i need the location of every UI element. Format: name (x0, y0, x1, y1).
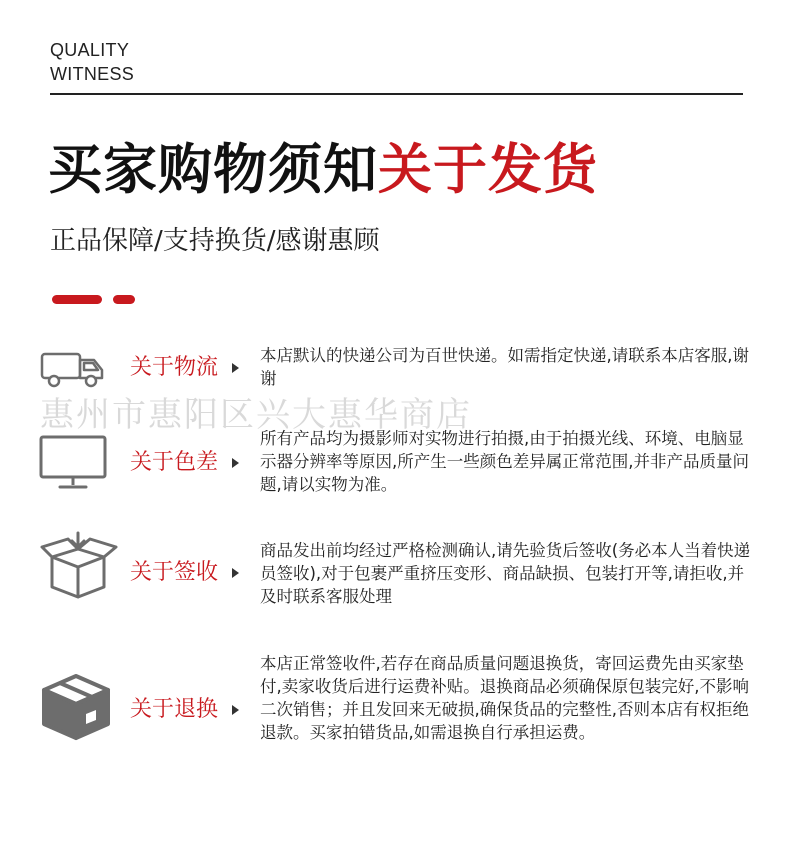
triangle-arrow-icon (232, 568, 239, 578)
truck-icon (38, 346, 108, 394)
triangle-arrow-icon (232, 363, 239, 373)
open-box-icon (38, 531, 120, 605)
accent-bar-long (52, 295, 102, 304)
watermark: 惠州市惠阳区兴大惠华商店 (40, 395, 472, 435)
item-description: 商品发出前均经过严格检测确认,请先验货后签收(务必本人当着快递员签收),对于包裹严重挤压变形、商品缺损、包装打开等,请拒收,并及时联系客服处理 (260, 541, 751, 606)
item-label: 关于物流 (130, 355, 219, 380)
title-red: 关于发货 (378, 138, 598, 201)
item-description: 本店默认的快递公司为百世快递。如需指定快递,请联系本店客服,谢谢 (260, 346, 749, 388)
title-dark: 买家购物须知 (48, 138, 378, 201)
item-description: 本店正常签收件,若存在商品质量问题退换货，寄回运费先由买家垫付,卖家收货后进行运费补贴。退换商品必须确保原包装完好,不影响二次销售；并且发回来无破损,确保货品的完整性,否则本店有权拒绝退款。买家拍错货品,如需退换自行承担运费。 (260, 654, 749, 742)
accent-bar-short (113, 295, 135, 304)
brand-line-1: QUALITY (50, 40, 130, 60)
item-description: 所有产品均为摄影师对实物进行拍摄,由于拍摄光线、环境、电脑显示器分辨率等原因,所产生一些颜色差异属正常范围,并非产品质量问题,请以实物为准。 (260, 429, 749, 494)
item-label: 关于退换 (130, 697, 219, 722)
page-title (48, 138, 598, 202)
package-icon (38, 672, 114, 746)
triangle-arrow-icon (232, 458, 239, 468)
brand-line-2: WITNESS (50, 64, 135, 84)
monitor-icon (38, 433, 110, 497)
brand-logo (50, 38, 134, 86)
triangle-arrow-icon (232, 705, 239, 715)
item-label: 关于签收 (130, 560, 219, 585)
subtitle: 正品保障/支持换货/感谢惠顾 (50, 226, 380, 256)
item-label: 关于色差 (130, 450, 219, 475)
header-divider (50, 93, 743, 95)
